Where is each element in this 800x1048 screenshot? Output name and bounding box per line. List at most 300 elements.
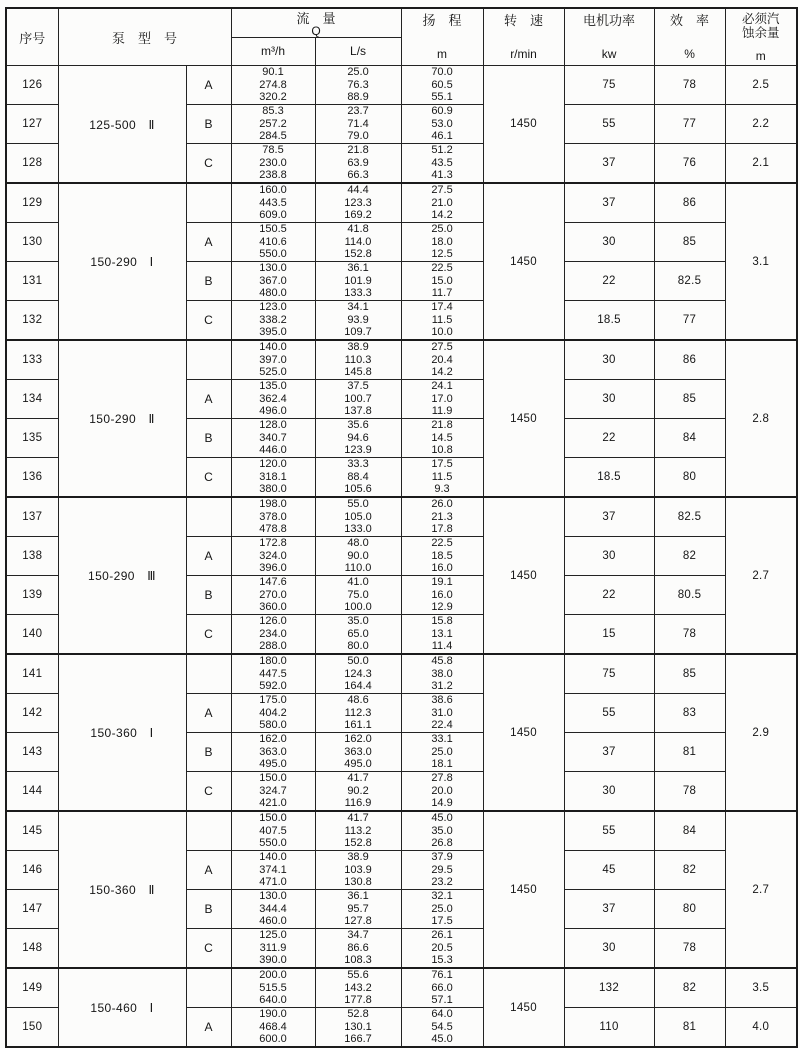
value-line: 45.0 — [431, 812, 453, 825]
value-line: 19.1 — [431, 576, 453, 589]
value-line: 162.0 — [259, 733, 287, 746]
value-line: 48.0 — [347, 537, 369, 550]
value-line: 101.9 — [344, 274, 372, 287]
value-line: 75.0 — [347, 588, 369, 601]
value-line: 105.0 — [344, 510, 372, 523]
value-line: 116.9 — [344, 797, 372, 810]
flow-ls-cell — [315, 144, 401, 184]
value-line: 86.6 — [347, 941, 369, 954]
value-line: 397.0 — [259, 353, 287, 366]
value-line: 311.9 — [259, 941, 287, 954]
value-line: 525.0 — [259, 366, 287, 379]
seq-cell: 132 — [6, 301, 58, 341]
value-line: 9.3 — [434, 483, 450, 496]
flow-ls-cell — [315, 340, 401, 380]
value-line: 17.5 — [431, 458, 453, 471]
value-line: 145.8 — [344, 366, 372, 379]
efficiency-cell: 82 — [654, 968, 725, 1008]
flow-ls-cell — [315, 419, 401, 458]
power-cell: 55 — [564, 811, 654, 851]
value-line: 360.0 — [259, 601, 287, 614]
value-line: 123.3 — [344, 196, 372, 209]
value-line: 53.0 — [431, 117, 453, 130]
flow-ls-cell — [315, 694, 401, 733]
value-line: 100.0 — [344, 601, 372, 614]
value-line: 33.1 — [431, 733, 453, 746]
value-line: 109.7 — [344, 326, 372, 339]
value-line: 471.0 — [259, 876, 287, 889]
header-head-unit: m — [437, 47, 448, 61]
value-line: 26.1 — [431, 929, 453, 942]
flow-m3h-cell — [231, 105, 315, 144]
value-line: 76.1 — [431, 969, 453, 982]
flow-ls-cell — [315, 1008, 401, 1048]
value-line: 14.2 — [431, 366, 453, 379]
npsh-cell: 2.7 — [725, 811, 797, 968]
value-line: 22.5 — [431, 262, 453, 275]
npsh-cell: 4.0 — [725, 1008, 797, 1048]
flow-ls-cell — [315, 223, 401, 262]
header-model: 泵 型 号 — [58, 8, 231, 66]
value-line: 20.0 — [431, 784, 453, 797]
value-line: 27.5 — [431, 341, 453, 354]
value-line: 11.7 — [431, 287, 453, 300]
value-line: 580.0 — [259, 719, 287, 732]
head-cell — [401, 929, 483, 969]
variant-cell: C — [186, 615, 231, 655]
value-line: 550.0 — [259, 248, 287, 261]
value-line: 190.0 — [259, 1008, 287, 1021]
value-line: 395.0 — [259, 326, 287, 339]
value-line: 338.2 — [259, 313, 287, 326]
value-line: 130.0 — [259, 890, 287, 903]
value-line: 495.0 — [344, 758, 372, 771]
value-line: 288.0 — [259, 640, 287, 653]
speed-cell: 1450 — [483, 654, 564, 811]
seq-cell: 127 — [6, 105, 58, 144]
flow-ls-cell — [315, 615, 401, 655]
variant-cell: C — [186, 144, 231, 184]
value-line: 20.5 — [431, 941, 453, 954]
flow-m3h-cell — [231, 890, 315, 929]
value-line: 137.8 — [344, 405, 372, 418]
value-line: 495.0 — [259, 758, 287, 771]
head-cell — [401, 301, 483, 341]
value-line: 11.9 — [431, 405, 453, 418]
value-line: 18.5 — [431, 549, 453, 562]
value-line: 162.0 — [344, 733, 372, 746]
header-efficiency-unit: % — [684, 47, 695, 61]
value-line: 177.8 — [344, 994, 372, 1007]
value-line: 180.0 — [259, 655, 287, 668]
value-line: 363.0 — [259, 745, 287, 758]
seq-cell: 141 — [6, 654, 58, 694]
value-line: 45.8 — [431, 655, 453, 668]
value-line: 113.2 — [344, 824, 372, 837]
head-cell — [401, 694, 483, 733]
value-line: 21.8 — [347, 144, 369, 157]
speed-cell: 1450 — [483, 340, 564, 497]
value-line: 200.0 — [259, 969, 287, 982]
value-line: 124.3 — [344, 667, 372, 680]
value-line: 120.0 — [259, 458, 287, 471]
flow-ls-cell — [315, 301, 401, 341]
value-line: 25.0 — [431, 223, 453, 236]
value-line: 230.0 — [259, 156, 287, 169]
value-line: 41.7 — [347, 812, 369, 825]
value-line: 609.0 — [259, 209, 287, 222]
variant-cell: A — [186, 66, 231, 105]
head-cell — [401, 105, 483, 144]
value-line: 110.0 — [344, 562, 372, 575]
table-header — [6, 8, 797, 66]
value-line: 17.5 — [431, 915, 453, 928]
model-cell: 150-460 Ⅰ — [58, 968, 186, 1047]
table-row — [6, 340, 797, 380]
flow-m3h-cell — [231, 66, 315, 105]
model-cell: 150-290 Ⅲ — [58, 497, 186, 654]
variant-cell: A — [186, 1008, 231, 1048]
variant-cell: B — [186, 105, 231, 144]
flow-m3h-cell — [231, 576, 315, 615]
value-line: 105.6 — [344, 483, 372, 496]
value-line: 48.6 — [347, 694, 369, 707]
value-line: 51.2 — [431, 144, 453, 157]
value-line: 32.1 — [431, 890, 453, 903]
variant-cell — [186, 654, 231, 694]
value-line: 160.0 — [259, 184, 287, 197]
value-line: 15.3 — [431, 954, 453, 967]
variant-cell: C — [186, 458, 231, 498]
value-line: 421.0 — [259, 797, 287, 810]
value-line: 161.1 — [344, 719, 372, 732]
value-line: 25.0 — [347, 66, 369, 79]
efficiency-cell: 82.5 — [654, 497, 725, 537]
value-line: 103.9 — [344, 863, 372, 876]
value-line: 640.0 — [259, 994, 287, 1007]
value-line: 324.7 — [259, 784, 287, 797]
header-npsh-title-line1: 必须汽 — [742, 12, 780, 26]
value-line: 257.2 — [259, 117, 287, 130]
value-line: 340.7 — [259, 431, 287, 444]
seq-cell: 131 — [6, 262, 58, 301]
variant-cell: B — [186, 419, 231, 458]
value-line: 133.3 — [344, 287, 372, 300]
value-line: 12.5 — [431, 248, 453, 261]
value-line: 34.1 — [347, 301, 369, 314]
value-line: 110.3 — [344, 353, 372, 366]
value-line: 367.0 — [259, 274, 287, 287]
speed-cell: 1450 — [483, 183, 564, 340]
value-line: 43.5 — [431, 156, 453, 169]
flow-ls-cell — [315, 458, 401, 498]
seq-cell: 140 — [6, 615, 58, 655]
value-line: 71.4 — [347, 117, 369, 130]
header-speed — [483, 8, 564, 66]
efficiency-cell: 78 — [654, 615, 725, 655]
value-line: 150.5 — [259, 223, 287, 236]
table-row — [6, 968, 797, 1008]
seq-cell: 126 — [6, 66, 58, 105]
header-flow-m3h: m³/h — [231, 37, 315, 66]
value-line: 18.0 — [431, 235, 453, 248]
speed-cell: 1450 — [483, 811, 564, 968]
seq-cell: 129 — [6, 183, 58, 223]
value-line: 410.6 — [259, 235, 287, 248]
variant-cell — [186, 497, 231, 537]
seq-cell: 150 — [6, 1008, 58, 1048]
value-line: 14.5 — [431, 431, 453, 444]
seq-cell: 144 — [6, 772, 58, 812]
head-cell — [401, 811, 483, 851]
npsh-cell: 2.5 — [725, 66, 797, 105]
value-line: 55.6 — [347, 969, 369, 982]
head-cell — [401, 380, 483, 419]
value-line: 13.1 — [431, 627, 453, 640]
value-line: 175.0 — [259, 694, 287, 707]
variant-cell: C — [186, 929, 231, 969]
value-line: 64.0 — [431, 1008, 453, 1021]
value-line: 126.0 — [259, 615, 287, 628]
value-line: 24.1 — [431, 380, 453, 393]
header-flow-symbol: Q — [311, 24, 321, 39]
speed-cell: 1450 — [483, 497, 564, 654]
seq-cell: 147 — [6, 890, 58, 929]
efficiency-cell: 77 — [654, 105, 725, 144]
power-cell: 75 — [564, 66, 654, 105]
efficiency-cell: 84 — [654, 419, 725, 458]
value-line: 90.2 — [347, 784, 369, 797]
flow-m3h-cell — [231, 262, 315, 301]
seq-cell: 143 — [6, 733, 58, 772]
value-line: 54.5 — [431, 1020, 453, 1033]
value-line: 55.1 — [431, 91, 453, 104]
head-cell — [401, 968, 483, 1008]
value-line: 45.0 — [431, 1033, 453, 1046]
value-line: 31.0 — [431, 706, 453, 719]
value-line: 135.0 — [259, 380, 287, 393]
head-cell — [401, 223, 483, 262]
value-line: 23.7 — [347, 105, 369, 118]
power-cell: 45 — [564, 851, 654, 890]
value-line: 80.0 — [347, 640, 369, 653]
value-line: 26.8 — [431, 837, 453, 850]
efficiency-cell: 81 — [654, 733, 725, 772]
value-line: 41.8 — [347, 223, 369, 236]
value-line: 363.0 — [344, 745, 372, 758]
flow-m3h-cell — [231, 694, 315, 733]
value-line: 90.1 — [262, 66, 284, 79]
efficiency-cell: 81 — [654, 1008, 725, 1048]
seq-cell: 148 — [6, 929, 58, 969]
value-line: 16.0 — [431, 562, 453, 575]
head-cell — [401, 1008, 483, 1048]
header-power — [564, 8, 654, 66]
npsh-cell: 2.1 — [725, 144, 797, 184]
efficiency-cell: 85 — [654, 654, 725, 694]
value-line: 318.1 — [259, 470, 287, 483]
flow-ls-cell — [315, 183, 401, 223]
flow-ls-cell — [315, 929, 401, 969]
value-line: 11.4 — [431, 640, 453, 653]
value-line: 14.9 — [431, 797, 453, 810]
value-line: 198.0 — [259, 498, 287, 511]
variant-cell: B — [186, 733, 231, 772]
flow-m3h-cell — [231, 772, 315, 812]
table-row — [6, 811, 797, 851]
flow-ls-cell — [315, 105, 401, 144]
value-line: 78.5 — [262, 144, 284, 157]
flow-m3h-cell — [231, 929, 315, 969]
value-line: 70.0 — [431, 66, 453, 79]
head-cell — [401, 262, 483, 301]
flow-ls-cell — [315, 497, 401, 537]
model-cell: 150-290 Ⅰ — [58, 183, 186, 340]
value-line: 320.2 — [259, 91, 287, 104]
table-row — [6, 66, 797, 105]
value-line: 600.0 — [259, 1033, 287, 1046]
efficiency-cell: 85 — [654, 380, 725, 419]
header-power-unit: kw — [601, 47, 617, 61]
power-cell: 37 — [564, 890, 654, 929]
value-line: 20.4 — [431, 353, 453, 366]
value-line: 17.8 — [431, 523, 453, 536]
power-cell: 37 — [564, 733, 654, 772]
value-line: 10.8 — [431, 444, 453, 457]
pump-spec-table — [5, 7, 798, 1048]
seq-cell: 133 — [6, 340, 58, 380]
flow-ls-cell — [315, 811, 401, 851]
header-npsh-title-line2: 蚀余量 — [742, 26, 780, 40]
value-line: 34.7 — [347, 929, 369, 942]
value-line: 140.0 — [259, 341, 287, 354]
head-cell — [401, 458, 483, 498]
efficiency-cell: 80.5 — [654, 576, 725, 615]
head-cell — [401, 66, 483, 105]
value-line: 404.2 — [259, 706, 287, 719]
seq-cell: 139 — [6, 576, 58, 615]
head-cell — [401, 772, 483, 812]
flow-m3h-cell — [231, 733, 315, 772]
head-cell — [401, 340, 483, 380]
npsh-cell: 2.2 — [725, 105, 797, 144]
value-line: 284.5 — [259, 130, 287, 143]
efficiency-cell: 77 — [654, 301, 725, 341]
efficiency-cell: 80 — [654, 458, 725, 498]
value-line: 41.3 — [431, 169, 453, 182]
value-line: 17.0 — [431, 392, 453, 405]
value-line: 112.3 — [344, 706, 372, 719]
value-line: 35.6 — [347, 419, 369, 432]
power-cell: 30 — [564, 380, 654, 419]
header-efficiency — [654, 8, 725, 66]
value-line: 592.0 — [259, 680, 287, 693]
flow-ls-cell — [315, 576, 401, 615]
variant-cell: A — [186, 380, 231, 419]
head-cell — [401, 144, 483, 184]
flow-ls-cell — [315, 380, 401, 419]
value-line: 169.2 — [344, 209, 372, 222]
value-line: 130.1 — [344, 1020, 372, 1033]
flow-m3h-cell — [231, 223, 315, 262]
efficiency-cell: 82.5 — [654, 262, 725, 301]
head-cell — [401, 537, 483, 576]
value-line: 123.0 — [259, 301, 287, 314]
value-line: 164.4 — [344, 680, 372, 693]
value-line: 127.8 — [344, 915, 372, 928]
npsh-cell: 3.5 — [725, 968, 797, 1008]
efficiency-cell: 78 — [654, 772, 725, 812]
power-cell: 30 — [564, 929, 654, 969]
head-cell — [401, 615, 483, 655]
power-cell: 30 — [564, 223, 654, 262]
value-line: 152.8 — [344, 248, 372, 261]
value-line: 374.1 — [259, 863, 287, 876]
value-line: 85.3 — [262, 105, 284, 118]
value-line: 460.0 — [259, 915, 287, 928]
head-cell — [401, 851, 483, 890]
seq-cell: 128 — [6, 144, 58, 184]
value-line: 172.8 — [259, 537, 287, 550]
power-cell: 55 — [564, 105, 654, 144]
seq-cell: 149 — [6, 968, 58, 1008]
flow-m3h-cell — [231, 968, 315, 1008]
npsh-cell: 2.8 — [725, 340, 797, 497]
npsh-cell: 2.9 — [725, 654, 797, 811]
power-cell: 132 — [564, 968, 654, 1008]
flow-ls-cell — [315, 851, 401, 890]
value-line: 23.2 — [431, 876, 453, 889]
value-line: 11.5 — [431, 470, 453, 483]
head-cell — [401, 576, 483, 615]
value-line: 140.0 — [259, 851, 287, 864]
npsh-cell: 2.7 — [725, 497, 797, 654]
flow-m3h-cell — [231, 183, 315, 223]
value-line: 31.2 — [431, 680, 453, 693]
flow-m3h-cell — [231, 380, 315, 419]
value-line: 60.5 — [431, 78, 453, 91]
flow-ls-cell — [315, 772, 401, 812]
value-line: 33.3 — [347, 458, 369, 471]
speed-cell: 1450 — [483, 968, 564, 1047]
header-head-title: 扬 程 — [422, 13, 462, 28]
value-line: 130.8 — [344, 876, 372, 889]
head-cell — [401, 419, 483, 458]
value-line: 60.9 — [431, 105, 453, 118]
table-body — [6, 66, 797, 1048]
flow-m3h-cell — [231, 144, 315, 184]
power-cell: 30 — [564, 772, 654, 812]
value-line: 468.4 — [259, 1020, 287, 1033]
header-power-title: 电机功率 — [583, 13, 636, 28]
power-cell: 22 — [564, 419, 654, 458]
value-line: 143.2 — [344, 981, 372, 994]
value-line: 270.0 — [259, 588, 287, 601]
variant-cell: C — [186, 772, 231, 812]
value-line: 18.1 — [431, 758, 453, 771]
value-line: 478.8 — [259, 523, 287, 536]
value-line: 88.9 — [347, 91, 369, 104]
flow-ls-cell — [315, 733, 401, 772]
value-line: 150.0 — [259, 812, 287, 825]
value-line: 390.0 — [259, 954, 287, 967]
value-line: 100.7 — [344, 392, 372, 405]
flow-ls-cell — [315, 262, 401, 301]
value-line: 447.5 — [259, 667, 287, 680]
seq-cell: 130 — [6, 223, 58, 262]
efficiency-cell: 78 — [654, 66, 725, 105]
flow-m3h-cell — [231, 654, 315, 694]
